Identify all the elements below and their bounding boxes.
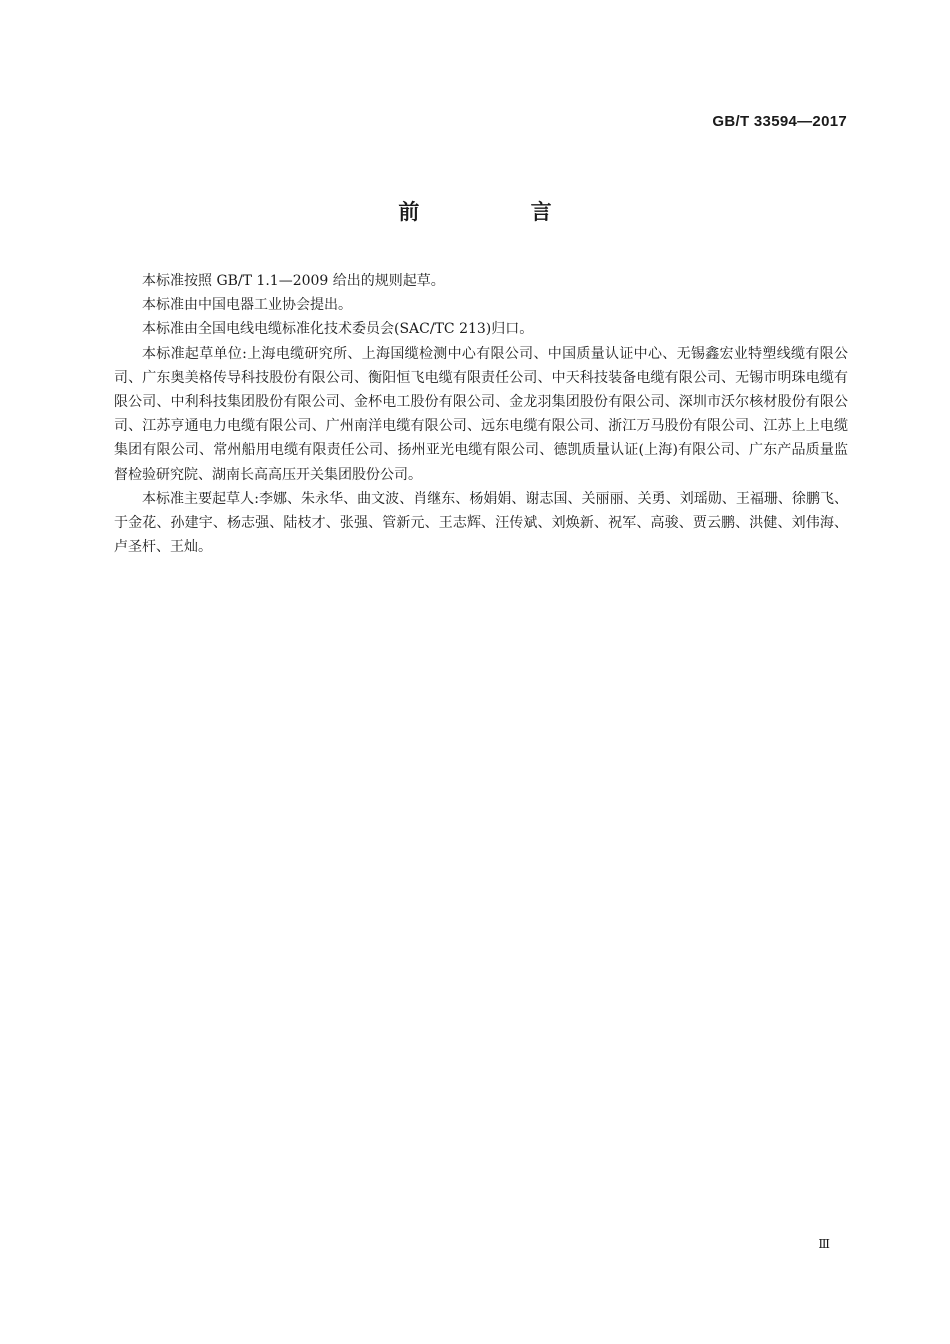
paragraph-drafting-rules: 本标准按照 GB/T 1.1—2009 给出的规则起草。: [142, 273, 445, 289]
standard-number: GB/T 33594—2017: [712, 113, 847, 130]
page-title: 前 言: [398, 200, 604, 224]
page-number: Ⅲ: [818, 1237, 830, 1251]
paragraph-main-drafters: 本标准主要起草人:李娜、朱永华、曲文波、肖继东、杨娟娟、谢志国、关丽丽、关勇、刘瑶勋、王福珊、徐鹏飞、于金花、孙建宇、杨志强、陆枝才、张强、管新元、王志辉、汪传斌、刘焕新、祝军、高骏、贾云鹏、洪健、刘伟海、卢圣杆、王灿。: [114, 490, 848, 556]
paragraph-proposer: 本标准由中国电器工业协会提出。: [142, 297, 352, 314]
paragraph-drafting-units: 本标准起草单位:上海电缆研究所、上海国缆检测中心有限公司、中国质量认证中心、无锡鑫宏业特塑线缆有限公司、广东奥美格传导科技股份有限公司、衡阳恒飞电缆有限责任公司、中天科技装备电缆有限公司、无锡市明珠电缆有限公司、中利科技集团股份有限公司、金杯电工股份有限公司、金龙羽集团股份有限公司、深圳市沃尔核材股份有限公司、江苏亨通电力电缆有限公司、广州南洋电缆有限公司、远东电缆有限公司、浙江万马股份有限公司、江苏上上电缆集团有限公司、常州船用电缆有限责任公司、扬州亚光电缆有限公司、德凯质量认证(上海)有限公司、广东产品质量监督检验研究院、湖南长高高压开关集团股份公司。: [114, 345, 848, 483]
foreword-body: [114, 269, 848, 559]
paragraph-centralized-unit: 本标准由全国电线电缆标准化技术委员会(SAC/TC 213)归口。: [142, 321, 534, 338]
